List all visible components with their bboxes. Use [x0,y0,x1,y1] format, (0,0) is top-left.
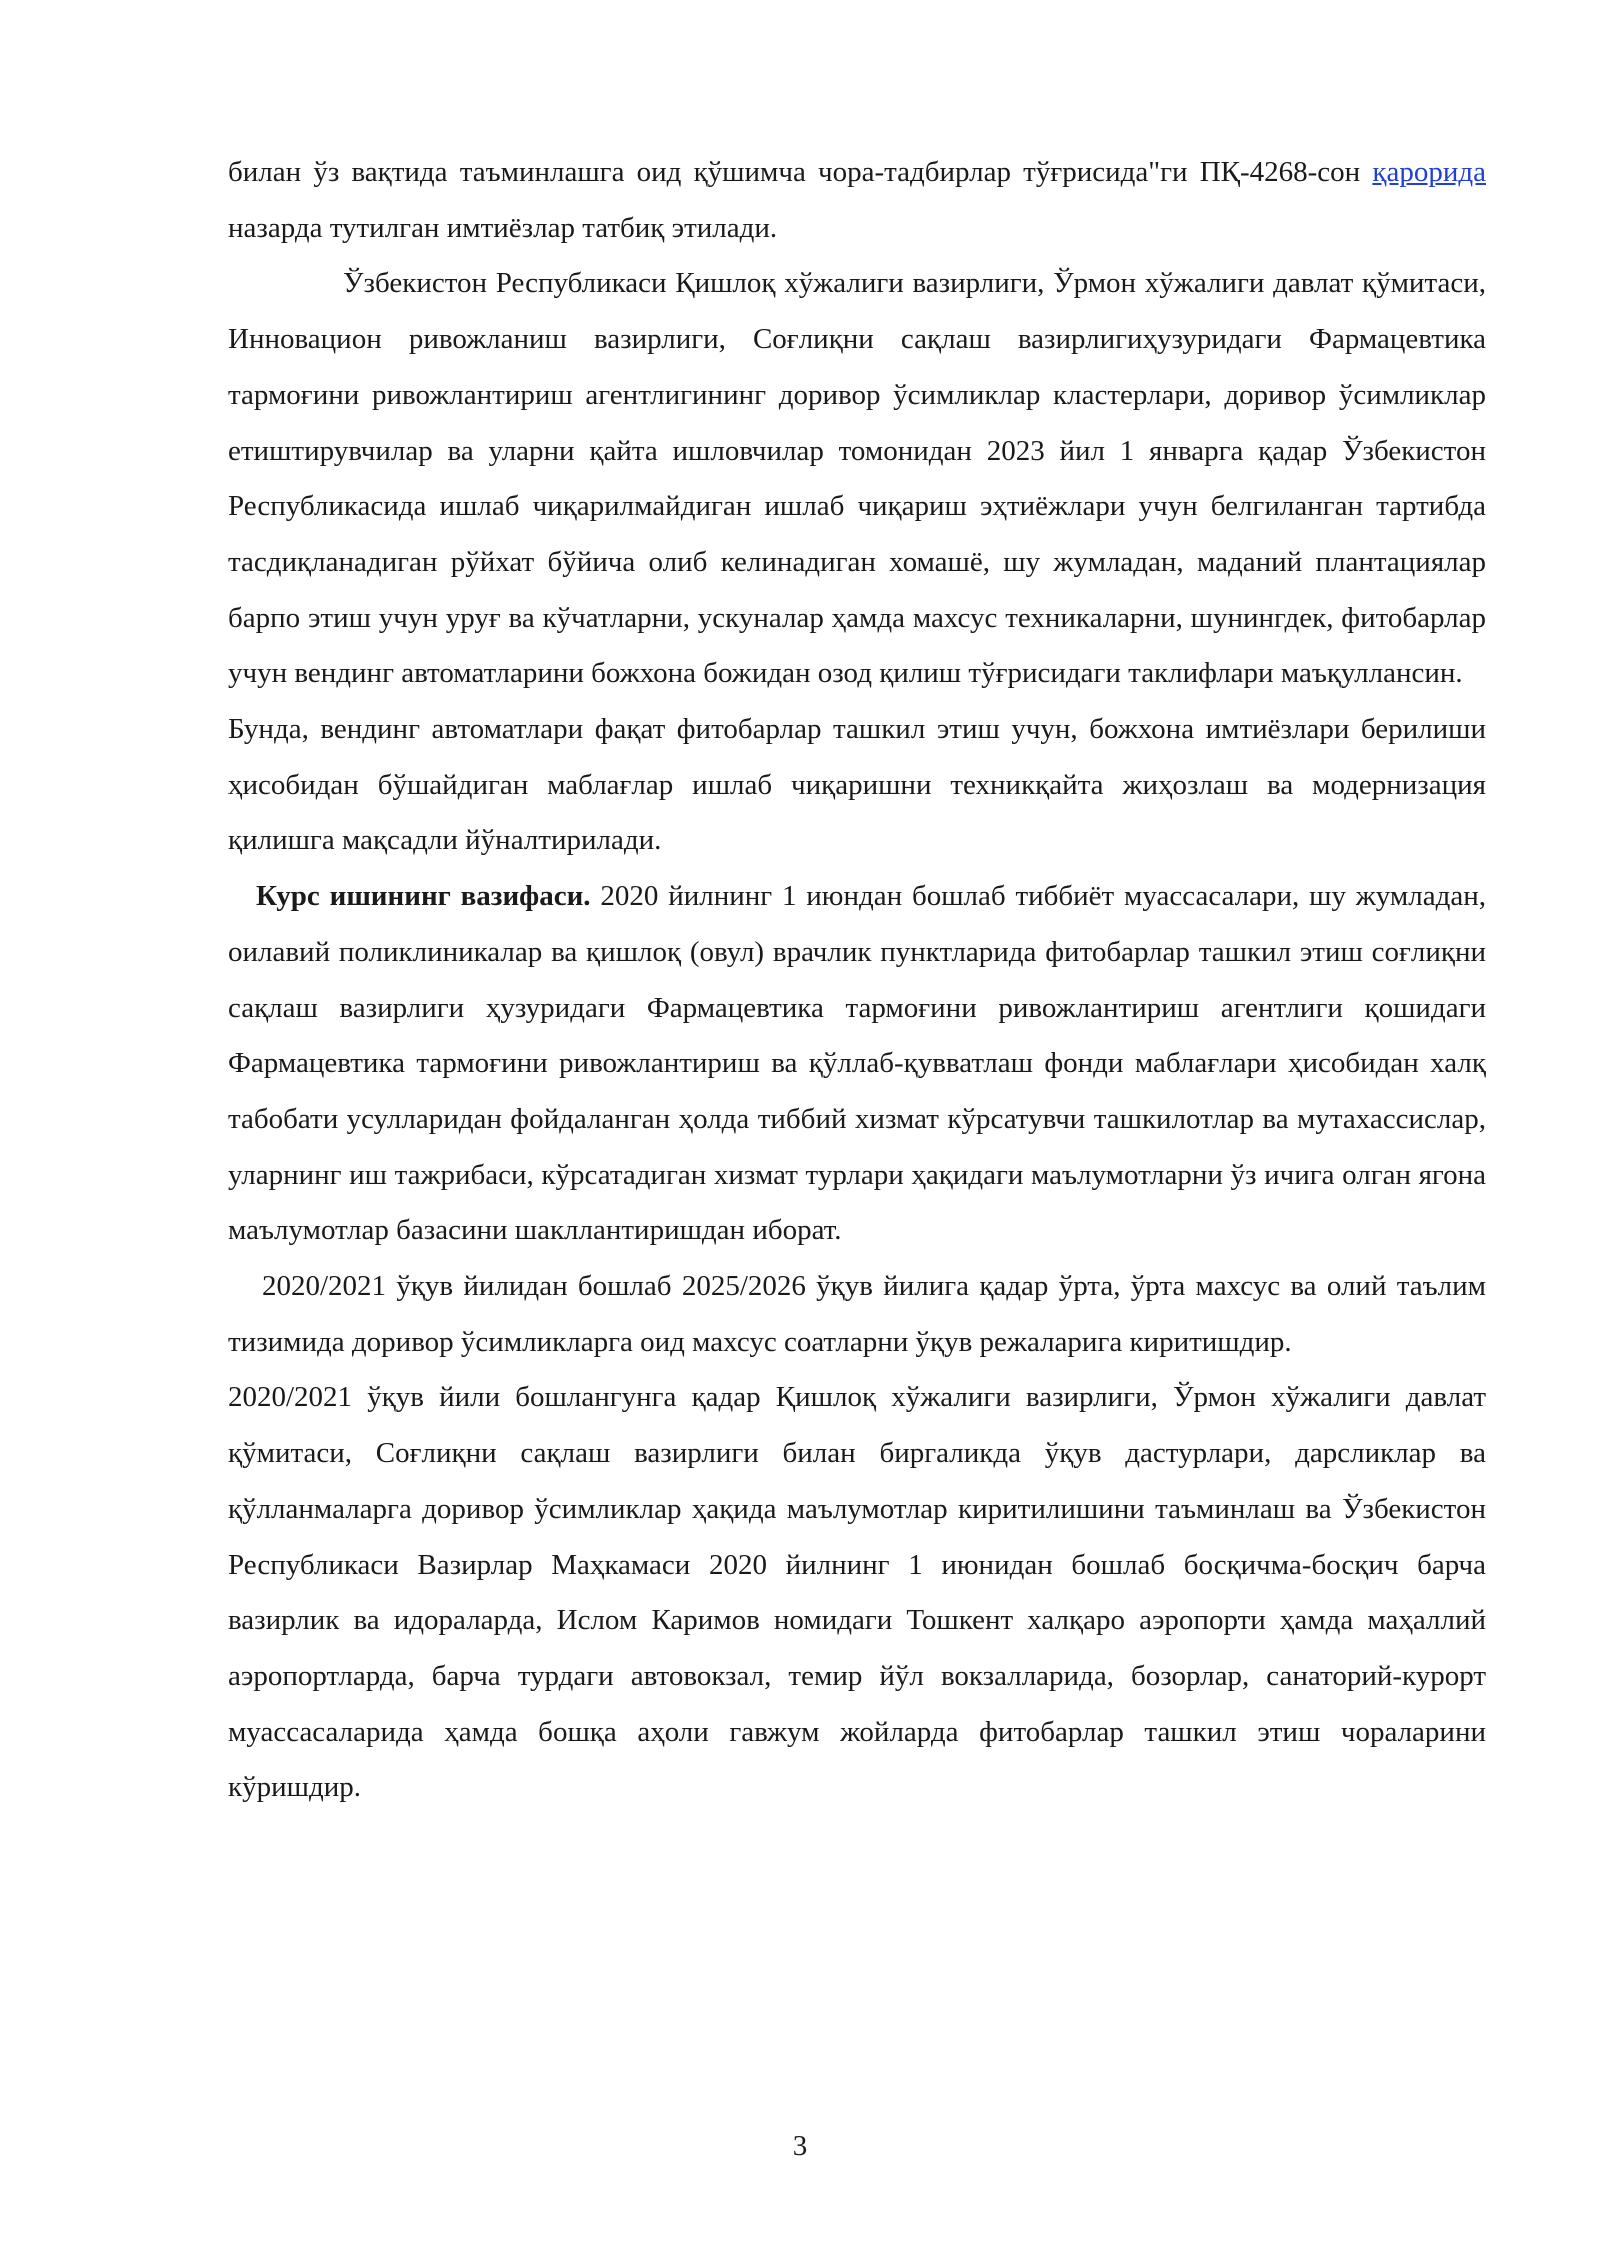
paragraph-1-tail: назарда тутилган имтиёзлар татбиқ этилади. [228,211,778,244]
paragraph-2: Ўзбекистон Республикаси Қишлоқ хўжалиги вазирлиги, Ўрмон хўжалиги давлат қўмитаси, Инновацион ривожланиш вазирлиги, Соғлиқни сақлаш вазирлигиҳузуридаги Фармацевтика тармоғини ривожлантириш агентлигининг доривор ўсимликлар кластерлари, доривор ўсимликлар етиштирувчилар ва уларни қайта ишловчилар томонидан 2023 йил 1 январга қадар Ўзбекистон Республикасида ишлаб чиқарилмайдиган ишлаб чиқариш эҳтиёжлари учун белгиланган тартибда тасдиқланадиган рўйхат бўйича олиб келинадиган хомашё, шу жумладан, маданий плантациялар барпо этиш учун уруғ ва кўчатларни, ускуналар ҳамда махсус техникаларни, шунингдек, фитобарлар учун вендинг автоматларини божхона божидан озод қилиш тўғрисидаги таклифлари маъқуллансин. [228,267,1486,690]
document-body [228,145,1486,1816]
section-heading: Курс ишининг вазифаси. [256,880,591,913]
page-number: 3 [792,2130,808,2162]
paragraph-3: Бунда, вендинг автоматлари фақат фитобарлар ташкил этиш учун, божхона имтиёзлари берилиши ҳисобидан бўшайдиган маблағлар ишлаб чиқаришни техникқайта жиҳозлаш ва модернизация қилишга мақсадли йўналтирилади. [228,713,1486,857]
paragraph-6: 2020/2021 ўқув йили бошлангунга қадар Қишлоқ хўжалиги вазирлиги, Ўрмон хўжалиги давлат қўмитаси, Соғлиқни сақлаш вазирлиги билан биргаликда ўқув дастурлари, дарсликлар ва қўлланмаларга доривор ўсимликлар ҳақида маълумотлар киритилишини таъминлаш ва Ўзбекистон Республикаси Вазирлар Маҳкамаси 2020 йилнинг 1 июнидан бошлаб босқичма-босқич барча вазирлик ва идораларда, Ислом Каримов номидаги Тошкент халқаро аэропорти ҳамда маҳаллий аэропортларда, барча турдаги автовокзал, темир йўл вокзалларида, бозорлар, санаторий-курорт муассасаларида ҳамда бошқа аҳоли гавжум жойларда фитобарлар ташкил этиш чораларини кўришдир. [228,1381,1486,1804]
paragraph-4 [228,869,1486,1259]
paragraph-1-text: билан ўз вақтида таъминлашга оид қўшимча чора-тадбирлар тўғрисида"ги ПҚ-4268-сон [228,156,1373,188]
paragraph-5: 2020/2021 ўқув йилидан бошлаб 2025/2026 ўқув йилига қадар ўрта, ўрта махсус ва олий таълим тизимида доривор ўсимликларга оид махсус соатларни ўқув режаларига киритишдир. [228,1270,1486,1358]
paragraph-1 [228,145,1486,256]
paragraph-4-text: 2020 йилнинг 1 июндан бошлаб тиббиёт муассасалари, шу жумладан, оилавий поликлиникалар ва қишлоқ (овул) врачлик пунктларида фитобарлар ташкил этиш соғлиқни сақлаш вазирлиги ҳузуридаги Фармацевтика тармоғини ривожлантириш агентлиги қошидаги Фармацевтика тармоғини ривожлантириш ва қўллаб-қувватлаш фонди маблағлари ҳисобидан халқ табобати усулларидан фойдаланган ҳолда тиббий хизмат кўрсатувчи ташкилотлар ва мутахассислар, уларнинг иш тажрибаси, кўрсатадиган хизмат турлари ҳақидаги маълумотларни ўз ичига олган ягона маълумотлар базасини шакллантиришдан иборат. [228,880,1487,1247]
decree-link[interactable]: қарорида [1372,156,1486,188]
